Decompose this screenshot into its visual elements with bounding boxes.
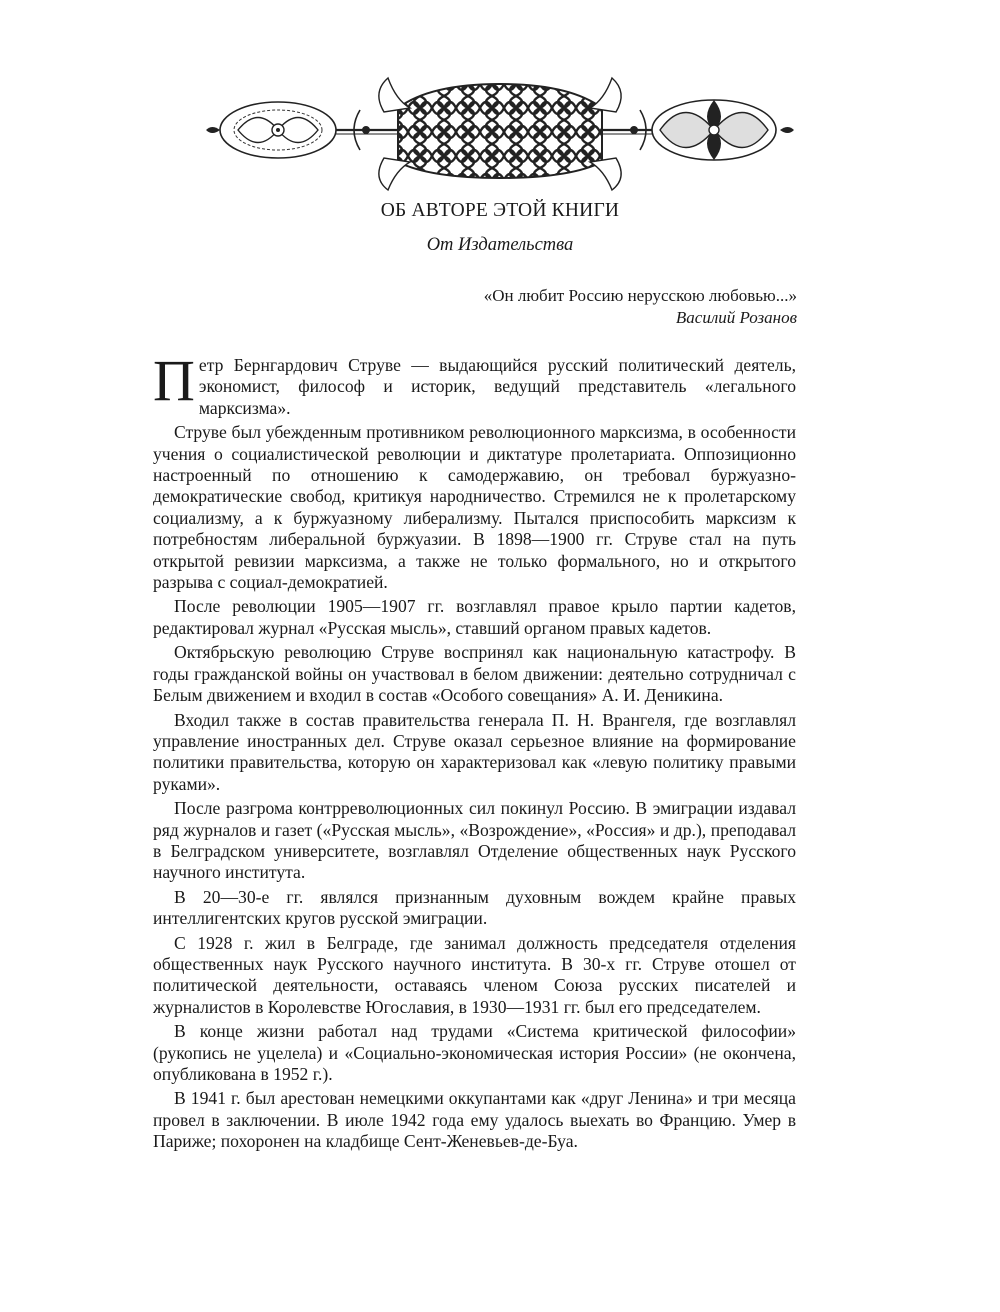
ornament-headpiece [0,0,1000,200]
paragraph: После революции 1905—1907 гг. возглавлял правое крыло партии кадетов, редактировал журнал «Русская мысль», ставший органом правых кадетов. [153,596,796,638]
paragraph [153,348,796,419]
chapter-title: ОБ АВТОРЕ ЭТОЙ КНИГИ [380,200,620,221]
chapter-subtitle: От Издательства [426,235,574,255]
paragraph: В конце жизни работал над трудами «Система критической философии» (рукопись не уцелела) и «Социально-экономическая история России» (не окончена, опубликована в 1952 г.). [153,1021,796,1084]
paragraph: Струве был убежденным противником революционного марксизма, в особенности учения о социалистической революции и диктатуре пролетариата. Оппозиционно настроенный по отношению к самодержавию, он требовал буржуазно-демократические свобод, критикуя народничество. Стремился не к пролетарскому социализму, а к буржуазному либерализму. Пытался приспособить марксизм к потребностям либеральной буржуазии. В 1898—1900 гг. Струве стал на путь открытой ревизии марксизма, а также не только формального, но и открытого разрыва с социал-демократией. [153,422,796,593]
epigraph-author: Василий Розанов [675,308,797,327]
paragraph: Октябрьскую революцию Струве воспринял как национальную катастрофу. В годы гражданской войны он участвовал в белом движении: деятельно сотрудничал с Белым движением и входил в состав «Особого совещания» А. И. Деникина. [153,642,796,706]
paragraph: С 1928 г. жил в Белграде, где занимал должность председателя отделения общественных наук Русского научного института. В 30-х гг. Струве отошел от политической деятельности, оставаясь членом Союза русских писателей и журналистов в Королевстве Югославия, в 1930—1931 гг. был его председателем. [153,932,796,1017]
ornament-left-medallion [206,102,336,158]
ornament-right-medallion [652,100,794,160]
paragraph-text: етр Бернгардович Струве — выдающийся русский политический деятель, экономист, философ и историк, ведущий представитель «легального марксизма». [198,355,796,418]
paragraph: В 1941 г. был арестован немецкими оккупантами как «друг Ленина» и три месяца провел в заключении. В июле 1942 года ему удалось выехать во Францию. Умер в Париже; похоронен на кладбище Сент-Женевьев-де-Буа. [153,1088,796,1152]
article-body [153,348,796,1156]
paragraph: После разгрома контрреволюционных сил покинул Россию. В эмиграции издавал ряд журналов и газет («Русская мысль», «Возрождение», «Россия» и др.), преподавал в Белградском университете, возглавлял Отделение общественных наук Русского научного института. [153,798,796,883]
paragraph: Входил также в состав правительства генерала П. Н. Врангеля, где возглавлял управление иностранных дел. Струве оказал серьезное влияние на формирование политики правительства, которую он характеризовал как «левую политику правыми руками». [153,709,796,794]
epigraph [484,285,797,329]
epigraph-quote: «Он любит Россию нерусскою любовью...» [483,286,797,305]
paragraph: В 20—30-е гг. являлся признанным духовным вождем крайне правых интеллигентских кругов русской эмиграции. [153,886,796,929]
drop-cap: П [153,348,195,413]
ornament-center-knotwork [354,78,646,190]
